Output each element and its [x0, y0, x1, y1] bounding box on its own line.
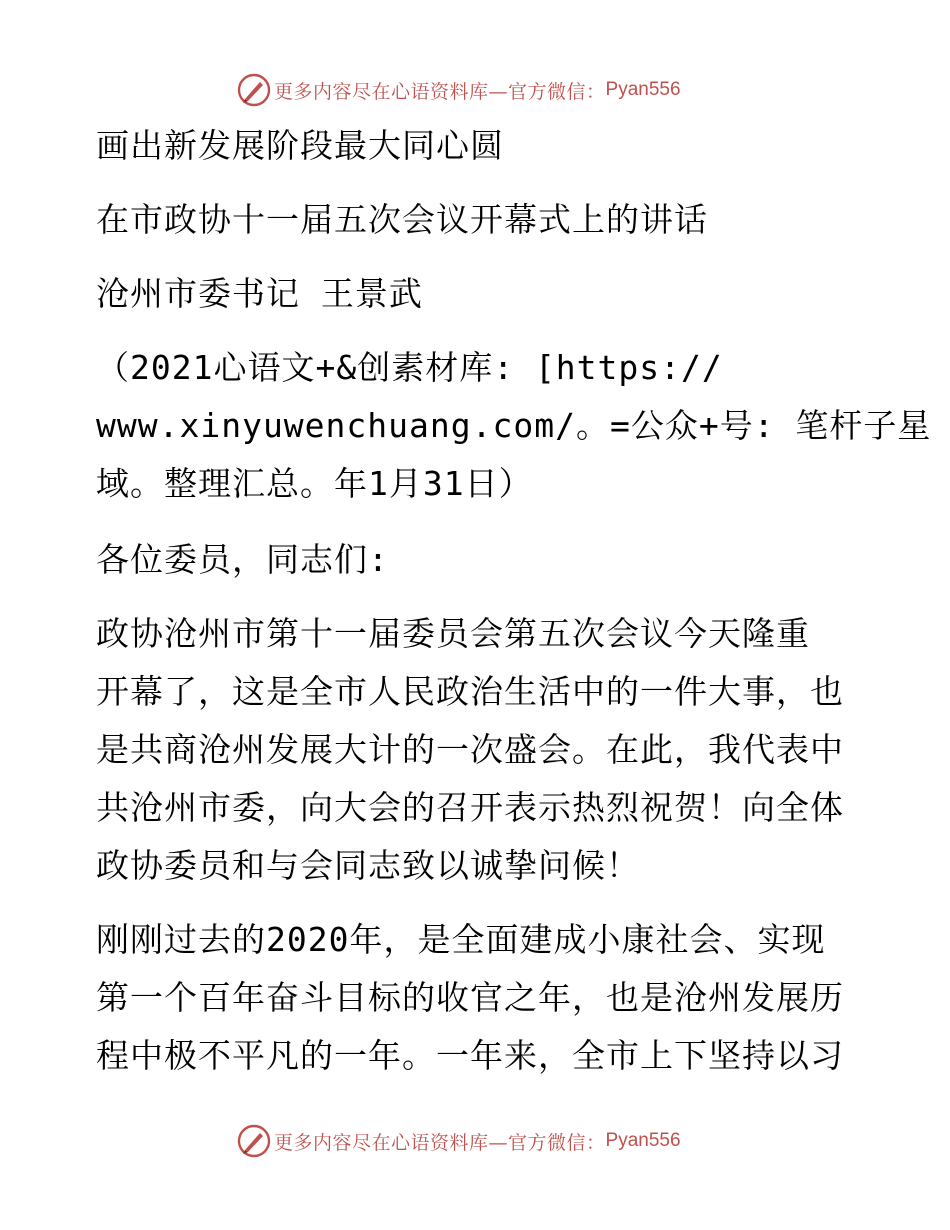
- body-line: 第一个百年奋斗目标的收官之年，也是沧州发展历: [96, 978, 844, 1017]
- footer-banner: [236, 1121, 706, 1161]
- body-line: 开幕了，这是全市人民政治生活中的一件大事，也: [96, 672, 844, 711]
- body-line: 共沧州市委，向大会的召开表示热烈祝贺！向全体: [96, 788, 844, 827]
- body-line: 程中极不平凡的一年。一年来，全市上下坚持以习: [96, 1036, 844, 1075]
- source-note-line: www.xinyuwenchuang.com/。=公众+号: 笔杆子星: [96, 406, 932, 445]
- banner-text: 更多内容尽在心语资料库—官方微信：: [274, 1131, 606, 1154]
- pen-logo-icon: [236, 1123, 272, 1159]
- speaker-line: 沧州市委书记 王景武: [96, 274, 423, 313]
- speech-subtitle: 在市政协十一届五次会议开幕式上的讲话: [96, 200, 708, 239]
- body-line: 刚刚过去的2020年，是全面建成小康社会、实现: [96, 920, 826, 959]
- speech-title: 画出新发展阶段最大同心圆: [96, 126, 504, 165]
- header-banner: [236, 70, 706, 110]
- banner-wechat-id: Pyan556: [605, 1130, 681, 1151]
- banner-wechat-id: Pyan556: [605, 79, 681, 100]
- source-note-line: （2021心语文+&创素材库: [https://: [96, 348, 723, 387]
- banner-text: 更多内容尽在心语资料库—官方微信：: [274, 80, 606, 103]
- body-line: 政协委员和与会同志致以诚挚问候！: [96, 846, 640, 885]
- body-line: 是共商沧州发展大计的一次盛会。在此，我代表中: [96, 730, 844, 769]
- source-note-line: 域。整理汇总。年1月31日）: [96, 464, 533, 503]
- pen-logo-icon: [236, 72, 272, 108]
- salutation: 各位委员，同志们:: [96, 540, 389, 579]
- body-line: 政协沧州市第十一届委员会第五次会议今天隆重: [96, 614, 810, 653]
